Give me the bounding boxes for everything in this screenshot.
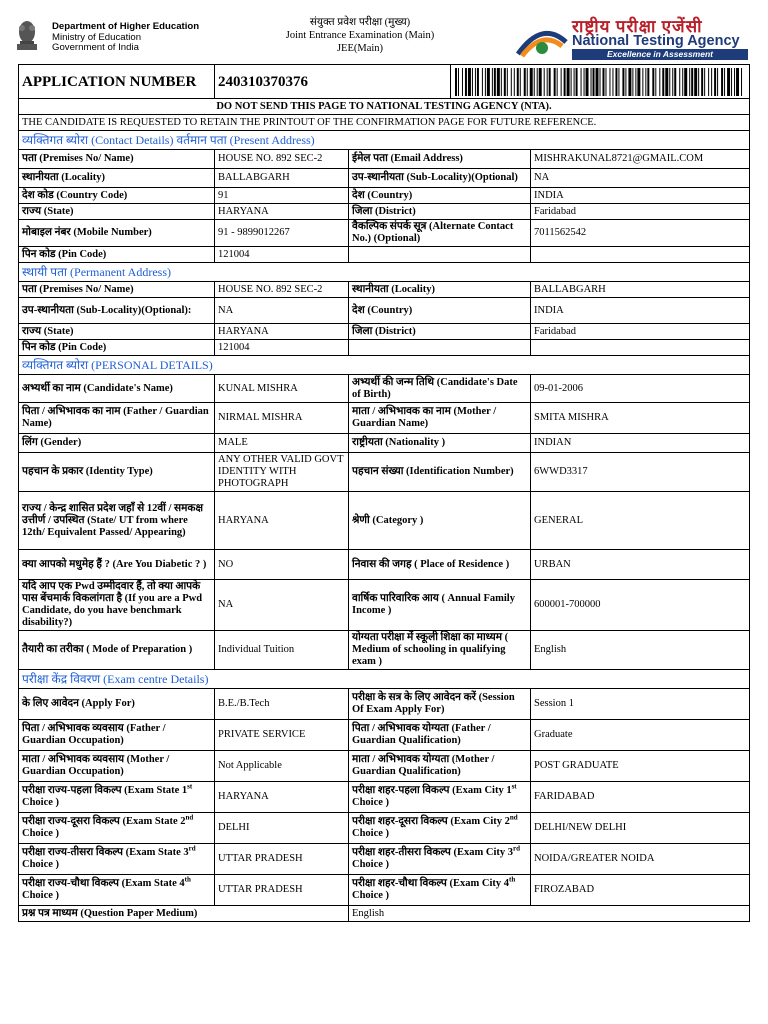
barcode-bar bbox=[625, 68, 626, 96]
field-value: BALLABGARH bbox=[215, 169, 349, 188]
barcode-bar bbox=[571, 68, 572, 96]
field-value: 121004 bbox=[215, 340, 349, 356]
barcode-bar bbox=[501, 68, 502, 96]
label-text: Choice ) bbox=[352, 797, 390, 808]
barcode-bar bbox=[741, 68, 742, 96]
field-value: POST GRADUATE bbox=[531, 751, 750, 782]
field-label: ईमेल पता (Email Address) bbox=[349, 150, 531, 169]
field-value: NA bbox=[215, 580, 349, 631]
field-value: INDIA bbox=[531, 298, 750, 324]
field-label: जिला (District) bbox=[349, 324, 531, 340]
field-label: पहचान के प्रकार (Identity Type) bbox=[19, 453, 215, 492]
field-value: English bbox=[531, 631, 750, 670]
ordinal-suffix: st bbox=[511, 782, 517, 791]
table-row bbox=[19, 813, 750, 844]
application-number-table bbox=[18, 64, 750, 99]
field-value: Faridabad bbox=[531, 204, 750, 220]
barcode-bar bbox=[530, 68, 533, 96]
exam-title-short: JEE(Main) bbox=[336, 43, 384, 54]
field-label: यदि आप एक Pwd उम्मीदवार हैं, तो क्या आपके पास बेंचमार्क विकलांगता है (If you are a Pwd Candidate, do you have benchmark disability?) bbox=[19, 580, 215, 631]
agency-tagline: Excellence in Assessment bbox=[572, 49, 748, 60]
field-value: Graduate bbox=[531, 720, 750, 751]
field-value bbox=[531, 340, 750, 356]
ordinal-suffix: nd bbox=[509, 813, 518, 822]
barcode-bar bbox=[511, 68, 512, 96]
exam-state-choice-value: UTTAR PRADESH bbox=[215, 875, 349, 906]
retain-notice: THE CANDIDATE IS REQUESTED TO RETAIN THE PRINTOUT OF THE CONFIRMATION PAGE FOR FUTURE REFERENCE. bbox=[19, 115, 750, 131]
label-text: Choice ) bbox=[22, 797, 60, 808]
label-text: परीक्षा शहर-दूसरा विकल्प (Exam City 2 bbox=[352, 816, 510, 827]
field-value: INDIA bbox=[531, 188, 750, 204]
field-value: HARYANA bbox=[215, 492, 349, 550]
field-label: क्या आपको मधुमेह हैं ? (Are You Diabetic ? ) bbox=[19, 550, 215, 580]
barcode-bar bbox=[669, 68, 670, 96]
field-label: देश (Country) bbox=[349, 188, 531, 204]
field-label: वैकल्पिक संपर्क सूत्र (Alternate Contact No.) (Optional) bbox=[349, 220, 531, 247]
table-row bbox=[19, 580, 750, 631]
exam-title-block bbox=[250, 16, 470, 55]
field-label: पिन कोड (Pin Code) bbox=[19, 340, 215, 356]
barcode-bar bbox=[537, 68, 538, 96]
field-label: स्थानीयता (Locality) bbox=[349, 282, 531, 298]
exam-state-choice-label bbox=[19, 875, 215, 906]
table-row bbox=[19, 751, 750, 782]
field-value: HARYANA bbox=[215, 324, 349, 340]
barcode-bar bbox=[684, 68, 687, 96]
field-label: पिता / अभिभावक का नाम (Father / Guardian Name) bbox=[19, 403, 215, 434]
label-text: परीक्षा राज्य-दूसरा विकल्प (Exam State 2 bbox=[22, 816, 186, 827]
exam-title-hindi: संयुक्त प्रवेश परीक्षा (मुख्य) bbox=[309, 17, 411, 28]
field-value: NO bbox=[215, 550, 349, 580]
barcode-bar bbox=[721, 68, 723, 96]
field-label: पता (Premises No/ Name) bbox=[19, 150, 215, 169]
ordinal-suffix: rd bbox=[188, 844, 196, 853]
barcode-bar bbox=[618, 68, 619, 96]
field-value: 600001-700000 bbox=[531, 580, 750, 631]
ordinal-suffix: th bbox=[509, 875, 516, 884]
ordinal-suffix: nd bbox=[185, 813, 194, 822]
barcode-bar bbox=[549, 68, 551, 96]
field-label: उप-स्थानीयता (Sub-Locality)(Optional): bbox=[19, 298, 215, 324]
field-value: MALE bbox=[215, 434, 349, 453]
barcode-bar bbox=[462, 68, 463, 96]
field-value bbox=[531, 247, 750, 263]
barcode-bar bbox=[602, 68, 604, 96]
field-label: परीक्षा के सत्र के लिए आवेदन करें (Session Of Exam Apply For) bbox=[349, 689, 531, 720]
barcode-bar bbox=[682, 68, 683, 96]
ordinal-suffix: rd bbox=[513, 844, 521, 853]
do-not-send-notice: DO NOT SEND THIS PAGE TO NATIONAL TESTING AGENCY (NTA). bbox=[19, 99, 750, 115]
barcode-bar bbox=[455, 68, 457, 96]
label-text: Choice ) bbox=[352, 890, 390, 901]
barcode-bar bbox=[547, 68, 548, 96]
field-value: HARYANA bbox=[215, 204, 349, 220]
field-value: HOUSE NO. 892 SEC-2 bbox=[215, 282, 349, 298]
field-value: Individual Tuition bbox=[215, 631, 349, 670]
barcode-bar bbox=[679, 68, 680, 96]
field-label: योग्यता परीक्षा में स्कूली शिक्षा का माध्यम ( Medium of schooling in qualifying exam ) bbox=[349, 631, 531, 670]
field-value: Not Applicable bbox=[215, 751, 349, 782]
barcode-bar bbox=[708, 68, 709, 96]
barcode-bar bbox=[527, 68, 528, 96]
field-value: HOUSE NO. 892 SEC-2 bbox=[215, 150, 349, 169]
field-label: पिन कोड (Pin Code) bbox=[19, 247, 215, 263]
field-label bbox=[349, 247, 531, 263]
table-row bbox=[19, 631, 750, 670]
barcode-bar bbox=[561, 68, 562, 96]
field-label: माता / अभिभावक योग्यता (Mother / Guardian Qualification) bbox=[349, 751, 531, 782]
label-text: परीक्षा राज्य-पहला विकल्प (Exam State 1 bbox=[22, 785, 188, 796]
field-label: देश (Country) bbox=[349, 298, 531, 324]
table-row bbox=[19, 340, 750, 356]
field-label bbox=[349, 340, 531, 356]
table-row bbox=[19, 720, 750, 751]
label-text: परीक्षा शहर-पहला विकल्प (Exam City 1 bbox=[352, 785, 512, 796]
field-value: 09-01-2006 bbox=[531, 375, 750, 403]
field-value: 91 - 9899012267 bbox=[215, 220, 349, 247]
label-text: परीक्षा शहर-तीसरा विकल्प (Exam City 3 bbox=[352, 847, 514, 858]
exam-city-choice-value: FARIDABAD bbox=[531, 782, 750, 813]
barcode-bar bbox=[497, 68, 500, 96]
barcode-bar bbox=[647, 68, 649, 96]
table-row bbox=[19, 324, 750, 340]
barcode-bar bbox=[514, 68, 515, 96]
table-row bbox=[19, 492, 750, 550]
barcode-bar bbox=[632, 68, 633, 96]
barcode-bar bbox=[517, 68, 519, 96]
barcode-bar bbox=[691, 68, 693, 96]
table-row bbox=[19, 875, 750, 906]
field-value: NA bbox=[531, 169, 750, 188]
agency-name-english: National Testing Agency bbox=[572, 33, 740, 49]
section-title-contact: व्यक्तिगत ब्योरा (Contact Details) वर्तमान पता (Present Address) bbox=[19, 131, 750, 150]
field-value: 121004 bbox=[215, 247, 349, 263]
nta-logo-icon bbox=[516, 24, 568, 58]
barcode-bar bbox=[591, 68, 592, 96]
barcode-bar bbox=[600, 68, 601, 96]
barcode-bar bbox=[576, 68, 578, 96]
barcode-bar bbox=[724, 68, 725, 96]
barcode-bar bbox=[465, 68, 467, 96]
table-row bbox=[19, 375, 750, 403]
table-row bbox=[19, 204, 750, 220]
ordinal-suffix: th bbox=[184, 875, 191, 884]
label-text: Choice ) bbox=[352, 859, 390, 870]
department-block bbox=[52, 22, 199, 54]
barcode-bar bbox=[694, 68, 697, 96]
field-label: राज्य (State) bbox=[19, 204, 215, 220]
barcode-bar bbox=[698, 68, 699, 96]
barcode-bar bbox=[458, 68, 459, 96]
barcode bbox=[451, 65, 750, 99]
table-row bbox=[19, 220, 750, 247]
barcode-bar bbox=[731, 68, 732, 96]
exam-city-choice-value: NOIDA/GREATER NOIDA bbox=[531, 844, 750, 875]
section-title-exam: परीक्षा केंद्र विवरण (Exam centre Details) bbox=[19, 670, 750, 689]
barcode-bar bbox=[635, 68, 636, 96]
application-number-value: 240310370376 bbox=[215, 65, 451, 99]
field-label: पिता / अभिभावक व्यवसाय (Father / Guardian Occupation) bbox=[19, 720, 215, 751]
barcode-bar bbox=[645, 68, 646, 96]
exam-city-choice-label bbox=[349, 844, 531, 875]
field-label: मोबाइल नंबर (Mobile Number) bbox=[19, 220, 215, 247]
label-text: परीक्षा शहर-चौथा विकल्प (Exam City 4 bbox=[352, 878, 510, 889]
field-label: निवास की जगह ( Place of Residence ) bbox=[349, 550, 531, 580]
field-label: राज्य (State) bbox=[19, 324, 215, 340]
barcode-bar bbox=[557, 68, 558, 96]
exam-city-choice-label bbox=[349, 813, 531, 844]
barcode-bar bbox=[534, 68, 535, 96]
agency-name-hindi: राष्ट्रीय परीक्षा एजेंसी bbox=[572, 17, 703, 36]
field-value: 7011562542 bbox=[531, 220, 750, 247]
field-value: GENERAL bbox=[531, 492, 750, 550]
exam-state-choice-value: DELHI bbox=[215, 813, 349, 844]
table-row bbox=[19, 453, 750, 492]
exam-state-choice-label bbox=[19, 813, 215, 844]
label-text: Choice ) bbox=[22, 890, 60, 901]
exam-state-choice-label bbox=[19, 782, 215, 813]
barcode-graphic bbox=[453, 67, 747, 97]
table-row bbox=[19, 689, 750, 720]
barcode-bar bbox=[544, 68, 545, 96]
barcode-bar bbox=[727, 68, 730, 96]
table-row bbox=[19, 282, 750, 298]
barcode-bar bbox=[586, 68, 589, 96]
barcode-bar bbox=[564, 68, 566, 96]
table-row bbox=[19, 150, 750, 169]
barcode-bar bbox=[584, 68, 585, 96]
barcode-bar bbox=[615, 68, 617, 96]
barcode-bar bbox=[475, 68, 476, 96]
field-label: श्रेणी (Category ) bbox=[349, 492, 531, 550]
table-row bbox=[19, 434, 750, 453]
exam-state-choice-value: HARYANA bbox=[215, 782, 349, 813]
nta-logo-block bbox=[516, 18, 750, 60]
field-label: वार्षिक पारिवारिक आय ( Annual Family Income ) bbox=[349, 580, 531, 631]
barcode-bar bbox=[659, 68, 660, 96]
barcode-bar bbox=[711, 68, 712, 96]
barcode-bar bbox=[520, 68, 521, 96]
label-text: Choice ) bbox=[22, 828, 60, 839]
barcode-bar bbox=[554, 68, 556, 96]
barcode-bar bbox=[596, 68, 599, 96]
barcode-bar bbox=[472, 68, 473, 96]
field-label: पता (Premises No/ Name) bbox=[19, 282, 215, 298]
exam-city-choice-value: FIROZABAD bbox=[531, 875, 750, 906]
table-row bbox=[19, 298, 750, 324]
field-label: तैयारी का तरीका ( Mode of Preparation ) bbox=[19, 631, 215, 670]
barcode-bar bbox=[574, 68, 575, 96]
barcode-bar bbox=[524, 68, 526, 96]
field-label: स्थानीयता (Locality) bbox=[19, 169, 215, 188]
barcode-bar bbox=[672, 68, 673, 96]
ministry-name: Ministry of Education bbox=[52, 31, 142, 43]
table-row bbox=[19, 169, 750, 188]
exam-state-choice-value: UTTAR PRADESH bbox=[215, 844, 349, 875]
barcode-bar bbox=[581, 68, 582, 96]
question-paper-medium-value: English bbox=[349, 906, 750, 922]
barcode-bar bbox=[482, 68, 483, 96]
field-value: B.E./B.Tech bbox=[215, 689, 349, 720]
barcode-bar bbox=[714, 68, 716, 96]
barcode-bar bbox=[662, 68, 664, 96]
barcode-bar bbox=[485, 68, 486, 96]
barcode-bar bbox=[507, 68, 508, 96]
barcode-bar bbox=[704, 68, 705, 96]
field-value: 91 bbox=[215, 188, 349, 204]
department-name: Department of Higher Education bbox=[52, 21, 200, 32]
field-label: के लिए आवेदन (Apply For) bbox=[19, 689, 215, 720]
label-text: Choice ) bbox=[22, 859, 60, 870]
barcode-bar bbox=[736, 68, 739, 96]
table-row bbox=[19, 247, 750, 263]
table-row bbox=[19, 188, 750, 204]
label-text: परीक्षा राज्य-चौथा विकल्प (Exam State 4 bbox=[22, 878, 185, 889]
field-label: जिला (District) bbox=[349, 204, 531, 220]
table-row bbox=[19, 906, 750, 922]
government-name: Government of India bbox=[52, 42, 139, 53]
barcode-bar bbox=[567, 68, 570, 96]
field-value: Session 1 bbox=[531, 689, 750, 720]
field-value: MISHRAKUNAL8721@GMAIL.COM bbox=[531, 150, 750, 169]
barcode-bar bbox=[492, 68, 493, 96]
field-label: देश कोड (Country Code) bbox=[19, 188, 215, 204]
field-value: ANY OTHER VALID GOVT IDENTITY WITH PHOTOGRAPH bbox=[215, 453, 349, 492]
barcode-bar bbox=[655, 68, 656, 96]
question-paper-medium-label: प्रश्न पत्र माध्यम (Question Paper Medium) bbox=[19, 906, 349, 922]
label-text: Choice ) bbox=[352, 828, 390, 839]
barcode-bar bbox=[605, 68, 606, 96]
barcode-bar bbox=[734, 68, 735, 96]
exam-state-choice-label bbox=[19, 844, 215, 875]
field-value: KUNAL MISHRA bbox=[215, 375, 349, 403]
field-value: Faridabad bbox=[531, 324, 750, 340]
barcode-bar bbox=[637, 68, 640, 96]
barcode-bar bbox=[504, 68, 506, 96]
barcode-bar bbox=[477, 68, 479, 96]
barcode-bar bbox=[622, 68, 624, 96]
application-number-label: APPLICATION NUMBER bbox=[19, 65, 215, 99]
field-label: उप-स्थानीयता (Sub-Locality)(Optional) bbox=[349, 169, 531, 188]
barcode-bar bbox=[674, 68, 676, 96]
barcode-bar bbox=[609, 68, 610, 96]
barcode-bar bbox=[665, 68, 668, 96]
state-emblem-icon bbox=[14, 18, 40, 52]
field-label: अभ्यर्थी की जन्म तिथि (Candidate's Date of Birth) bbox=[349, 375, 531, 403]
barcode-bar bbox=[494, 68, 496, 96]
field-label: राज्य / केन्द्र शासित प्रदेश जहाँ से 12वीं / समकक्ष उत्तीर्ण / उपस्थित (State/ UT from where 12th/ Equivalent Passed/ Appearing) bbox=[19, 492, 215, 550]
barcode-bar bbox=[468, 68, 471, 96]
label-text: परीक्षा राज्य-तीसरा विकल्प (Exam State 3 bbox=[22, 847, 189, 858]
field-label: लिंग (Gender) bbox=[19, 434, 215, 453]
exam-city-choice-value: DELHI/NEW DELHI bbox=[531, 813, 750, 844]
barcode-bar bbox=[593, 68, 595, 96]
section-title-permanent: स्थायी पता (Permanent Address) bbox=[19, 263, 750, 282]
field-label: पहचान संख्या (Identification Number) bbox=[349, 453, 531, 492]
field-value: NA bbox=[215, 298, 349, 324]
table-row bbox=[19, 550, 750, 580]
confirmation-table bbox=[18, 98, 750, 922]
barcode-bar bbox=[689, 68, 690, 96]
field-value: INDIAN bbox=[531, 434, 750, 453]
exam-title-english: Joint Entrance Examination (Main) bbox=[285, 30, 435, 41]
barcode-bar bbox=[652, 68, 654, 96]
field-label: माता / अभिभावक का नाम (Mother / Guardian Name) bbox=[349, 403, 531, 434]
barcode-bar bbox=[628, 68, 631, 96]
table-row bbox=[19, 403, 750, 434]
section-title-personal: व्यक्तिगत ब्योरा (PERSONAL DETAILS) bbox=[19, 356, 750, 375]
field-value: BALLABGARH bbox=[531, 282, 750, 298]
table-row bbox=[19, 782, 750, 813]
field-value: NIRMAL MISHRA bbox=[215, 403, 349, 434]
field-value: SMITA MISHRA bbox=[531, 403, 750, 434]
field-label: माता / अभिभावक व्यवसाय (Mother / Guardian Occupation) bbox=[19, 751, 215, 782]
exam-city-choice-label bbox=[349, 875, 531, 906]
field-label: अभ्यर्थी का नाम (Candidate's Name) bbox=[19, 375, 215, 403]
barcode-bar bbox=[701, 68, 703, 96]
barcode-bar bbox=[487, 68, 490, 96]
field-value: PRIVATE SERVICE bbox=[215, 720, 349, 751]
field-value: URBAN bbox=[531, 550, 750, 580]
barcode-bar bbox=[539, 68, 542, 96]
field-label: पिता / अभिभावक योग्यता (Father / Guardian Qualification) bbox=[349, 720, 531, 751]
barcode-bar bbox=[717, 68, 718, 96]
field-value: 6WWD3317 bbox=[531, 453, 750, 492]
table-row bbox=[19, 844, 750, 875]
page-header bbox=[0, 0, 768, 62]
field-label: राष्ट्रीयता (Nationality ) bbox=[349, 434, 531, 453]
ordinal-suffix: st bbox=[187, 782, 193, 791]
barcode-bar bbox=[642, 68, 643, 96]
exam-city-choice-label bbox=[349, 782, 531, 813]
barcode-bar bbox=[612, 68, 613, 96]
